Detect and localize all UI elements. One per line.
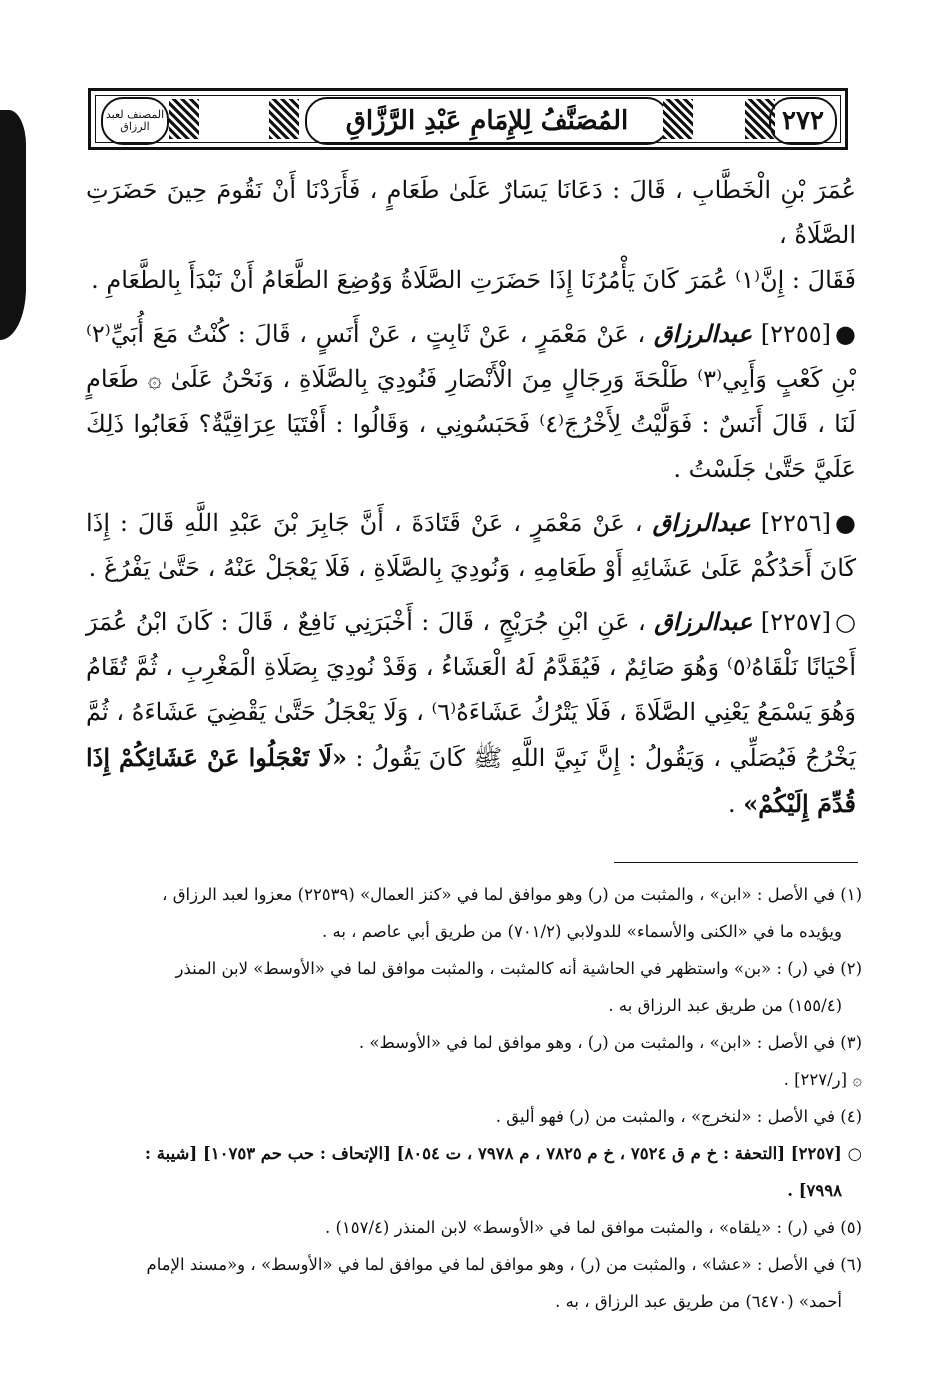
hadith-2256 (86, 500, 856, 591)
ornament-right-2 (663, 99, 693, 139)
footnote-6-cont: أحمد» (٦٤٧٠) من طريق عبد الرزاق ، به . (555, 1292, 842, 1311)
footnote-separator (614, 862, 858, 863)
bullet-marker: ● (835, 320, 856, 348)
text-line: فَقَالَ : إِنَّ⁽١⁾ عُمَرَ كَانَ يَأْمُرُنَا إِذَا حَضَرَتِ الصَّلَاةُ وَوُضِعَ الطَّعَامُ أَنْ نَبْدَأَ بِالطَّعَامِ . (91, 266, 856, 294)
footnote-5: (٥) في (ر) : «يلقاه» ، والمثبت موافق لما في «الأوسط» لابن المنذر (١٥٧/٤) . (324, 1218, 862, 1237)
hadith-text: ، عَنْ مَعْمَرٍ ، عَنْ قَتَادَةَ ، أَنَّ جَابِرَ بْنَ عَبْدِ اللَّهِ قَالَ : إِذَا كَانَ أَحَدُكُمْ عَلَىٰ عَشَائِهِ أَوْ طَعَامِهِ ، وَنُودِيَ بِالصَّلَاةِ ، فَلَا يَعْجَلْ عَنْهُ ، حَتَّىٰ يَفْرُغَ . (86, 509, 856, 582)
footnote-3: (٣) في الأصل : «ابن» ، والمثبت من (ر) ، وهو موافق لما في «الأوسط» . (358, 1033, 862, 1052)
running-title (305, 97, 669, 145)
page-header (88, 88, 848, 150)
running-title-text: المُصَنَّفُ لِلإِمَامِ عَبْدِ الرَّزَّاقِ (345, 106, 629, 136)
footnote-1: (١) في الأصل : «ابن» ، والمثبت من (ر) وهو موافق لما في «كنز العمال» (٢٢٥٣٩) معزوا لعبد الرزاق ، (162, 885, 862, 904)
ornament-left-2 (269, 99, 299, 139)
narrator-name: عبدالرزاق (654, 607, 753, 636)
scan-edge-shadow (0, 110, 26, 340)
footnotes (86, 876, 862, 1320)
takhrij-note-cont: ٧٩٩٨] . (787, 1181, 842, 1200)
footnote-2-cont: (١٥٥/٤) من طريق عبد الرزاق به . (608, 996, 842, 1015)
hadith-number: [٢٢٥٥] (760, 320, 832, 348)
hadith-end: . (728, 790, 744, 818)
hadith-text: ، عَنْ مَعْمَرٍ ، عَنْ ثَابِتٍ ، عَنْ أَنَسٍ ، قَالَ : كُنْتُ مَعَ أُبَيِّ⁽٢⁾ بْنِ كَعْبٍ وَأَبِي⁽٣⁾ طَلْحَةَ وَرِجَالٍ مِنَ الْأَنْصَارِ فَنُودِيَ بِالصَّلَاةِ ، وَنَحْنُ عَلَىٰ ۞ طَعَامٍ لَنَا ، قَالَ أَنَسٌ : فَوَلَّيْتُ لِأَخْرُجَ⁽٤⁾ فَحَبَسُونِي ، وَقَالُوا : أَفْتَيَا عِرَاقِيَّةٌ؟ فَعَابُوا ذَلِكَ عَلَيَّ حَتَّىٰ جَلَسْتُ . (86, 320, 856, 483)
prophetic-saying: «لَا تَعْجَلُوا عَنْ عَشَائِكُمْ إِذَا قُدِّمَ إِلَيْكُمْ» (86, 743, 856, 818)
page-number (769, 97, 837, 145)
hadith-number: [٢٢٥٧] (760, 608, 832, 636)
footnote-2: (٢) في (ر) : «بن» واستظهر في الحاشية أنه كالمثبت ، والمثبت موافق لما في «الأوسط» لابن المنذر (175, 959, 862, 978)
page-number-text: ٢٧٢ (782, 106, 824, 136)
bullet-marker: ● (835, 509, 856, 537)
narrator-name: عبدالرزاق (652, 508, 751, 537)
footnote-6: (٦) في الأصل : «عشا» ، والمثبت من (ر) ، وهو موافق لما في موافق لما في «الأوسط» ، و«مسند الإمام (146, 1255, 862, 1274)
footnote-4: (٤) في الأصل : «لنخرج» ، والمثبت من (ر) فهو أليق . (495, 1107, 862, 1126)
footnote-folio: ۞ [ر/٢٢٧] . (783, 1070, 862, 1089)
text-line: عُمَرَ بْنِ الْخَطَّابِ ، قَالَ : دَعَانَا يَسَارٌ عَلَىٰ طَعَامٍ ، فَأَرَدْنَا أَنْ نَقُومَ حِينَ حَضَرَتِ الصَّلَاةُ ، (86, 176, 856, 249)
main-text (86, 168, 856, 835)
hadith-text: ، عَنِ ابْنِ جُرَيْجٍ ، قَالَ : أَخْبَرَنِي نَافِعٌ ، قَالَ : كَانَ ابْنُ عُمَرَ أَحْيَانًا نَلْقَاهُ⁽٥⁾ وَهُوَ صَائِمٌ ، فَيُقَدَّمُ لَهُ الْعَشَاءُ ، وَقَدْ نُودِيَ بِصَلَاةِ الْمَغْرِبِ ، ثُمَّ تُقَامُ وَهُوَ يَسْمَعُ يَعْنِي الصَّلَاةَ ، فَلَا يَتْرُكُ عَشَاءَهُ⁽٦⁾ ، وَلَا يَعْجَلُ حَتَّىٰ يَقْضِيَ عَشَاءَهُ ، ثُمَّ يَخْرُجُ فَيُصَلِّي ، وَيَقُولُ : إِنَّ نَبِيَّ اللَّهِ ﷺ كَانَ يَقُولُ : (86, 608, 856, 772)
logo-text: المصنف لعبد الرزاق (105, 108, 165, 133)
hadith-2255 (86, 311, 856, 492)
takhrij-note: ○ [٢٢٥٧] [التحفة : خ م ق ٧٥٢٤ ، خ م ٧٨٢٥ ، م ٧٩٧٨ ، ت ٨٠٥٤] [الإتحاف : حب حم ١٠٧٥٣] [شيبة : (144, 1144, 862, 1163)
narrator-name: عبدالرزاق (653, 319, 753, 348)
paragraph-continuation (86, 168, 856, 303)
bullet-marker: ○ (835, 608, 856, 636)
book-logo (101, 97, 169, 145)
footnote-1-cont: ويؤيده ما في «الكنى والأسماء» للدولابي (٧٠١/٢) من طريق أبي عاصم ، به . (322, 922, 842, 941)
hadith-number: [٢٢٥٦] (760, 509, 832, 537)
ornament-left-1 (169, 99, 199, 139)
hadith-2257 (86, 599, 856, 827)
